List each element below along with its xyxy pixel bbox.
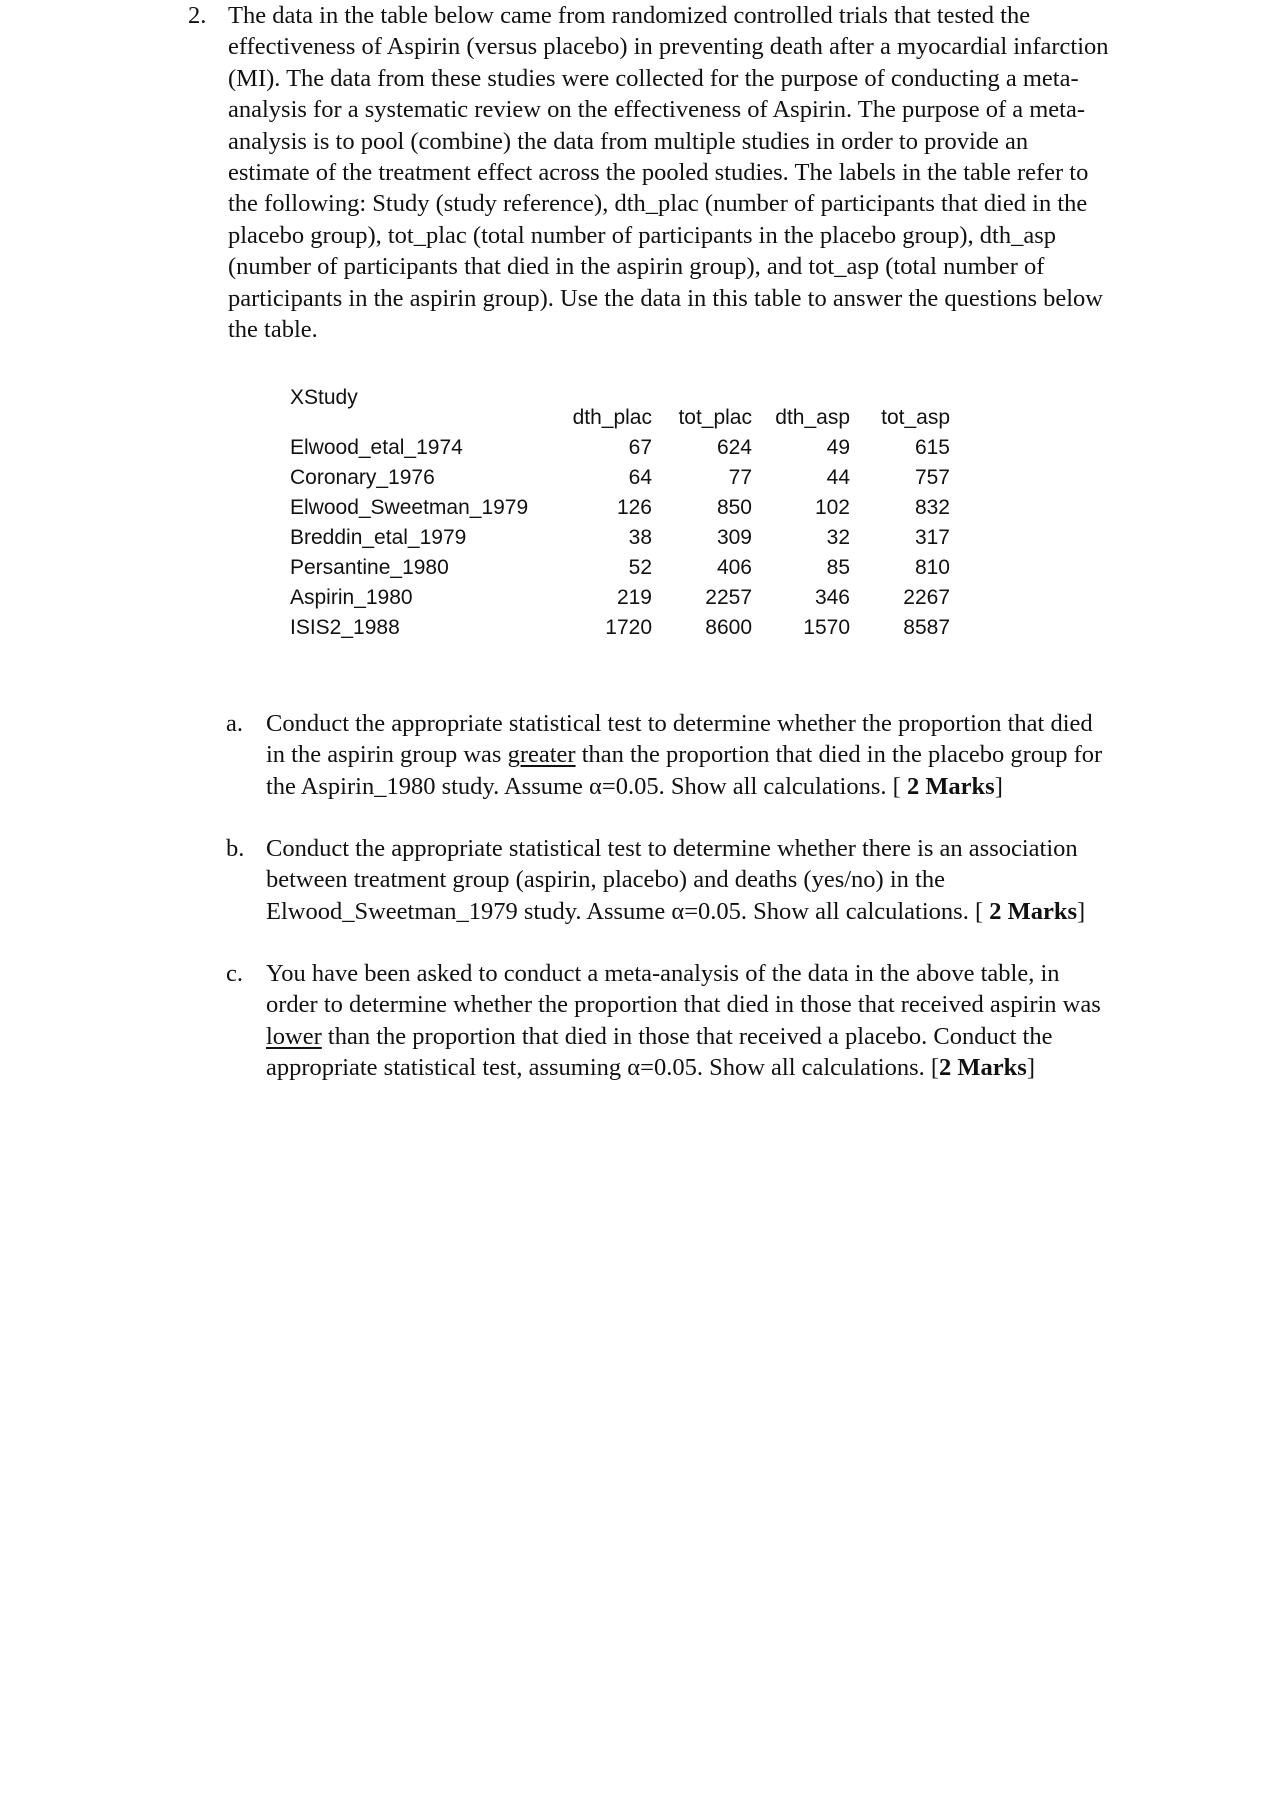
cell-tot-plac: 309 — [716, 526, 752, 549]
cell-tot-asp: 757 — [914, 466, 950, 489]
study-name: Persantine_1980 — [290, 556, 449, 579]
cell-tot-asp: 810 — [914, 556, 950, 579]
cell-tot-plac: 77 — [728, 466, 752, 489]
question-line: the table. — [228, 316, 318, 344]
question-line: the following: Study (study reference), dth_plac (number of participants that died in the — [228, 190, 1088, 218]
study-name: Breddin_etal_1979 — [290, 526, 467, 549]
subquestion-line — [266, 1021, 1146, 1052]
subquestion-line: You have been asked to conduct a meta-analysis of the data in the above table, in — [266, 960, 1060, 987]
subquestion-letter: b. — [226, 835, 245, 862]
question-line: (number of participants that died in the aspirin group), and tot_asp (total number of — [228, 253, 1045, 281]
cell-dth-plac: 219 — [616, 586, 652, 609]
table-row — [290, 586, 950, 616]
text-fragment: ] — [1077, 897, 1086, 925]
emphasis-greater: greater — [507, 741, 576, 769]
subquestion-line: order to determine whether the proportion that died in those that received aspirin was — [266, 991, 1101, 1019]
question-line: (MI). The data from these studies were collected for the purpose of conducting a meta- — [228, 64, 1079, 92]
cell-dth-plac: 126 — [616, 496, 652, 519]
study-name: ISIS2_1988 — [290, 616, 400, 639]
marks-label: 2 Marks — [939, 1054, 1027, 1082]
cell-tot-plac: 2257 — [705, 586, 752, 609]
cell-dth-plac: 38 — [628, 526, 652, 549]
marks-label: 2 Marks — [906, 772, 995, 800]
subquestion-text — [266, 708, 1146, 802]
text-fragment: Elwood_Sweetman_1979 study. Assume α=0.05. Show all calculations. [ — [266, 897, 990, 925]
table-row — [290, 616, 950, 646]
emphasis-lower: lower — [266, 1022, 322, 1050]
text-fragment: appropriate statistical test, assuming α=0.05. Show all calculations. [ — [266, 1054, 940, 1082]
question-line: effectiveness of Aspirin (versus placebo) in preventing death after a myocardial infarction — [228, 33, 1109, 61]
question-text — [228, 0, 1148, 345]
column-header-tot-plac: tot_plac — [678, 406, 752, 429]
cell-tot-plac: 850 — [716, 496, 752, 519]
text-fragment: than the proportion that died in the placebo group for — [575, 741, 1103, 769]
subquestion-text — [266, 958, 1146, 1084]
cell-dth-asp: 346 — [814, 586, 850, 609]
cell-dth-asp: 85 — [826, 556, 850, 579]
subquestion-text — [266, 833, 1146, 927]
cell-dth-plac: 1720 — [605, 616, 652, 639]
subquestion-line — [266, 896, 1146, 927]
cell-tot-plac: 624 — [716, 436, 752, 459]
study-name: Coronary_1976 — [290, 466, 435, 489]
cell-tot-asp: 8587 — [903, 616, 950, 639]
text-fragment: the Aspirin_1980 study. Assume α=0.05. Show all calculations. [ — [266, 772, 907, 800]
question-line: analysis for a systematic review on the effectiveness of Aspirin. The purpose of a meta- — [228, 96, 1086, 124]
table-row — [290, 466, 950, 496]
study-name: Elwood_etal_1974 — [290, 436, 463, 459]
cell-tot-plac: 8600 — [705, 616, 752, 639]
question-line: analysis is to pool (combine) the data from multiple studies in order to provide an — [228, 127, 1029, 155]
column-header-tot-asp: tot_asp — [881, 406, 950, 429]
subquestion-letter: c. — [226, 960, 243, 987]
question-line: estimate of the treatment effect across the pooled studies. The labels in the table refer to — [228, 159, 1089, 187]
cell-dth-plac: 67 — [628, 436, 652, 459]
table-study-header: XStudy — [290, 386, 358, 409]
cell-dth-plac: 64 — [628, 466, 652, 489]
study-name: Aspirin_1980 — [290, 586, 413, 609]
cell-dth-asp: 44 — [826, 466, 850, 489]
subquestion-line: Conduct the appropriate statistical test to determine whether there is an association — [266, 835, 1078, 862]
column-header-dth-plac: dth_plac — [572, 406, 652, 429]
cell-tot-plac: 406 — [716, 556, 752, 579]
cell-dth-asp: 102 — [814, 496, 850, 519]
subquestion-line — [266, 739, 1146, 770]
subquestion-line — [266, 1052, 1146, 1083]
text-fragment: ] — [994, 772, 1003, 800]
cell-tot-asp: 615 — [914, 436, 950, 459]
table-row — [290, 436, 950, 466]
text-fragment: ] — [1026, 1054, 1036, 1082]
cell-dth-asp: 32 — [826, 526, 850, 549]
cell-tot-asp: 317 — [914, 526, 950, 549]
cell-tot-asp: 2267 — [903, 586, 950, 609]
subquestion-letter: a. — [226, 710, 243, 737]
table-row — [290, 526, 950, 556]
cell-dth-plac: 52 — [628, 556, 652, 579]
cell-dth-asp: 49 — [826, 436, 850, 459]
question-line: participants in the aspirin group). Use the data in this table to answer the questions below — [228, 284, 1103, 312]
subquestion-line: between treatment group (aspirin, placebo) and deaths (yes/no) in the — [266, 866, 945, 894]
text-fragment: in the aspirin group was — [266, 741, 508, 769]
marks-label: 2 Marks — [989, 897, 1078, 925]
subquestion-line: Conduct the appropriate statistical test to determine whether the proportion that died — [266, 710, 1093, 737]
cell-dth-asp: 1570 — [803, 616, 850, 639]
question-line: The data in the table below came from randomized controlled trials that tested the — [228, 2, 1031, 29]
table-row — [290, 556, 950, 586]
subquestion-line — [266, 771, 1146, 802]
text-fragment: than the proportion that died in those that received a placebo. Conduct the — [321, 1022, 1053, 1050]
table-row — [290, 496, 950, 526]
cell-tot-asp: 832 — [914, 496, 950, 519]
question-number: 2. — [188, 2, 207, 29]
column-header-dth-asp: dth_asp — [775, 406, 850, 429]
question-line: placebo group), tot_plac (total number of participants in the placebo group), dth_asp — [228, 221, 1056, 249]
study-name: Elwood_Sweetman_1979 — [290, 496, 529, 519]
